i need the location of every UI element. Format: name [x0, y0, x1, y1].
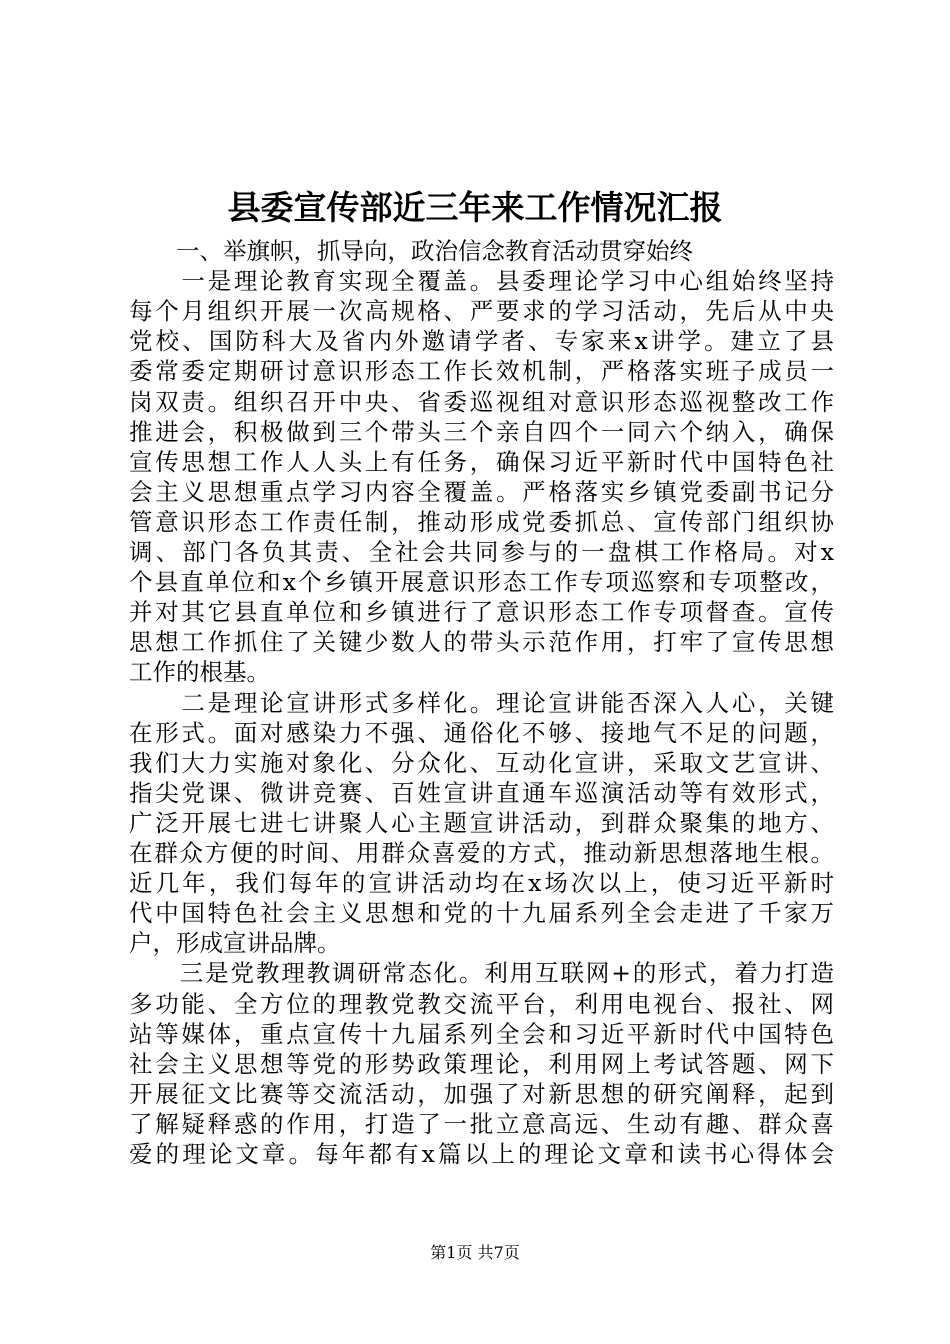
- body-text-line: 多功能、全方位的理教党教交流平台，利用电视台、报社、网: [129, 989, 834, 1018]
- body-text-line: 爱的理论文章。每年都有x篇以上的理论文章和读书心得体会: [129, 1140, 834, 1168]
- body-text-line: 代中国特色社会主义思想和党的十九届系列全会走进了千家万: [129, 899, 834, 928]
- body-text-line: 了解疑释惑的作用，打造了一批立意高远、生动有趣、群众喜: [129, 1109, 834, 1138]
- body-text-line: 站等媒体，重点宣传十九届系列全会和习近平新时代中国特色: [129, 1019, 834, 1048]
- body-text-line: 一、举旗帜，抓导向，政治信念教育活动贯穿始终: [129, 237, 693, 265]
- body-text-line: 二是理论宣讲形式多样化。理论宣讲能否深入人心，关键: [129, 688, 834, 717]
- body-text-line: 三是党教理教调研常态化。利用互联网+的形式，着力打造: [129, 959, 834, 988]
- body-text-line: 个县直单位和x个乡镇开展意识形态工作专项巡察和专项整改，: [129, 568, 834, 597]
- body-text-line: 岗双责。组织召开中央、省委巡视组对意识形态巡视整改工作: [129, 387, 834, 416]
- body-text-line: 开展征文比赛等交流活动，加强了对新思想的研究阐释，起到: [129, 1079, 834, 1108]
- body-text-line: 我们大力实施对象化、分众化、互动化宣讲，采取文艺宣讲、: [129, 748, 834, 777]
- body-text-line: 每个月组织开展一次高规格、严要求的学习活动，先后从中央: [129, 297, 834, 326]
- body-text-line: 在群众方便的时间、用群众喜爱的方式，推动新思想落地生根。: [129, 839, 834, 867]
- body-text-line: 推进会，积极做到三个带头三个亲自四个一同六个纳入，确保: [129, 417, 834, 446]
- body-text-line: 调、部门各负其责、全社会共同参与的一盘棋工作格局。对x: [129, 538, 834, 566]
- page-number-footer: 第1页 共7页: [430, 1243, 520, 1262]
- body-text-line: 户，形成宣讲品牌。: [129, 929, 341, 958]
- body-text-line: 工作的根基。: [129, 658, 270, 687]
- body-text-line: 管意识形态工作责任制，推动形成党委抓总、宣传部门组织协: [129, 507, 834, 536]
- body-text-line: 思想工作抓住了关键少数人的带头示范作用，打牢了宣传思想: [129, 628, 834, 657]
- body-text-line: 会主义思想重点学习内容全覆盖。严格落实乡镇党委副书记分: [129, 477, 834, 506]
- body-text-line: 并对其它县直单位和乡镇进行了意识形态工作专项督查。宣传: [129, 598, 834, 627]
- body-text-line: 近几年，我们每年的宣讲活动均在x场次以上，使习近平新时: [129, 869, 834, 898]
- body-text-line: 委常委定期研讨意识形态工作长效机制，严格落实班子成员一: [129, 357, 834, 386]
- body-text-line: 广泛开展七进七讲聚人心主题宣讲活动，到群众聚集的地方、: [129, 808, 834, 837]
- body-text-line: 在形式。面对感染力不强、通俗化不够、接地气不足的问题，: [129, 718, 834, 747]
- document-title: 县委宣传部近三年来工作情况汇报: [227, 188, 723, 227]
- body-text-line: 社会主义思想等党的形势政策理论，利用网上考试答题、网下: [129, 1049, 834, 1078]
- body-text-line: 宣传思想工作人人头上有任务，确保习近平新时代中国特色社: [129, 447, 834, 476]
- body-text-line: 一是理论教育实现全覆盖。县委理论学习中心组始终坚持: [129, 267, 834, 296]
- body-text-line: 党校、国防科大及省内外邀请学者、专家来x讲学。建立了县: [129, 327, 834, 356]
- body-text-line: 指尖党课、微讲竞赛、百姓宣讲直通车巡演活动等有效形式，: [129, 778, 834, 807]
